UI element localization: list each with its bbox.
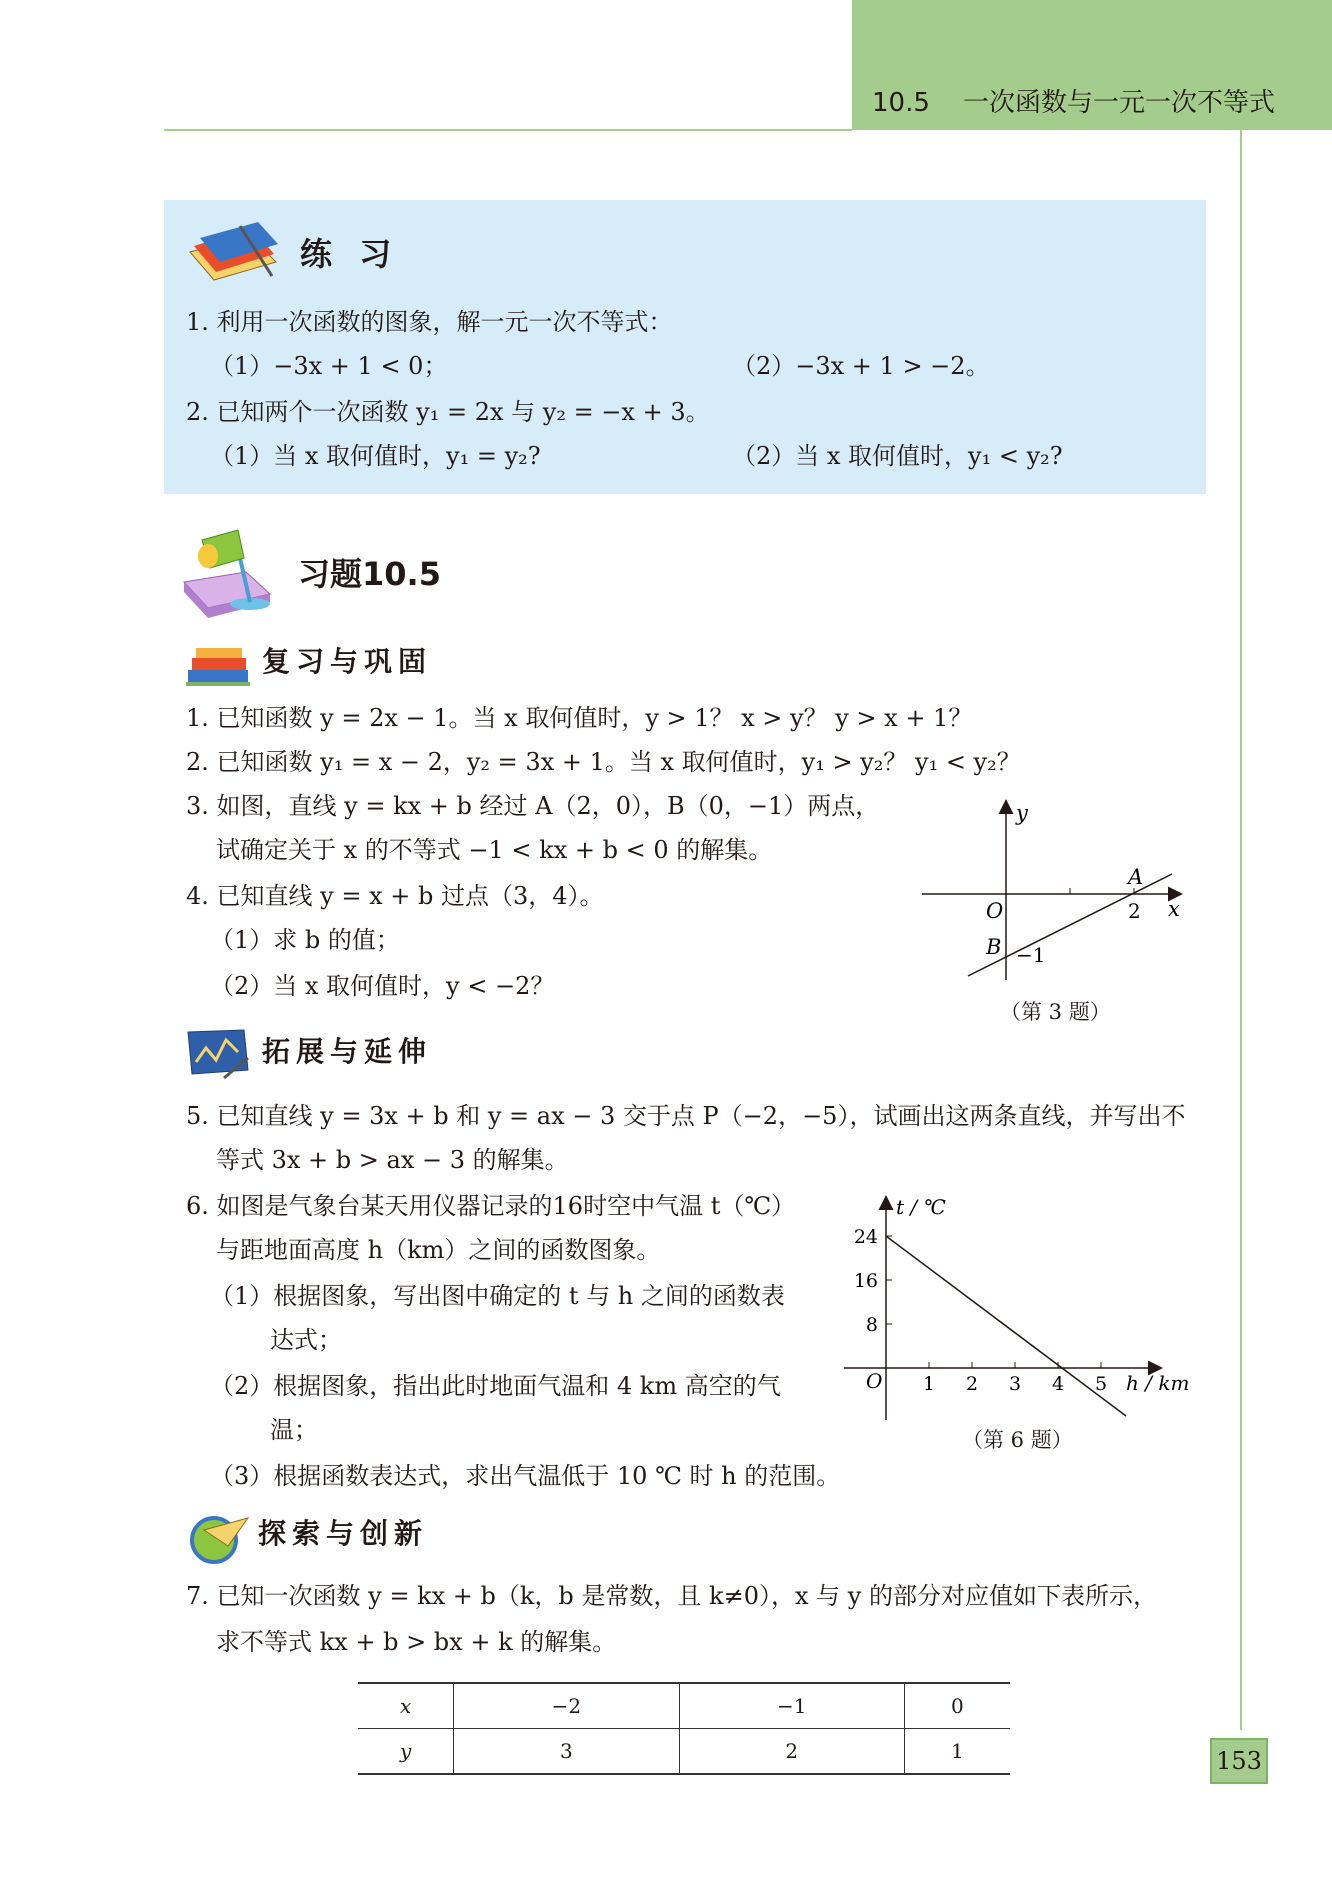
section-number: 10.5 <box>872 88 930 118</box>
fig6-x-tick-label: 3 <box>1009 1373 1022 1395</box>
table-cell: −2 <box>454 1683 679 1729</box>
exercise-5-line2: 等式 3x + b > ax − 3 的解集。 <box>216 1146 569 1174</box>
exercise-7-line1: 7. 已知一次函数 y = kx + b（k，b 是常数，且 k≠0），x 与 y 的部分对应值如下表所示， <box>186 1582 1157 1610</box>
fig3-origin: O <box>986 899 1004 923</box>
exercise-5-line1: 5. 已知直线 y = 3x + b 和 y = ax − 3 交于点 P（−2，−5），试画出这两条直线，并写出不 <box>186 1102 1186 1130</box>
practice-q1b: （2）−3x + 1 > −2。 <box>732 352 990 380</box>
figure-3 <box>910 790 1200 1020</box>
exercise-3-line2: 试确定关于 x 的不等式 −1 < kx + b < 0 的解集。 <box>216 836 773 864</box>
chart-screen-icon <box>184 1028 254 1084</box>
practice-q2b: （2）当 x 取何值时，y₁ < y₂? <box>732 442 1063 470</box>
exercise-1: 1. 已知函数 y = 2x − 1。当 x 取何值时，y > 1？ x > y？ y > x + 1？ <box>186 704 973 732</box>
practice-q1: 1. 利用一次函数的图象，解一元一次不等式： <box>186 308 673 336</box>
figure-6 <box>840 1188 1200 1428</box>
exercise-4b: （2）当 x 取何值时，y < −2？ <box>210 972 555 1000</box>
fig6-y-label: t / ℃ <box>896 1195 946 1219</box>
fig6-x-tick-label: 1 <box>923 1373 936 1395</box>
explore-title: 探索与创新 <box>258 1517 429 1550</box>
exercise-3-line1: 3. 如图，直线 y = kx + b 经过 A（2，0），B（0，−1）两点， <box>186 792 880 820</box>
fig3-x-label: x <box>1168 897 1180 921</box>
running-header <box>872 82 1275 119</box>
exercise-2: 2. 已知函数 y₁ = x − 2，y₂ = 3x + 1。当 x 取何值时，y₁ > y₂？ y₁ < y₂？ <box>186 748 1021 776</box>
exercise-6-line1: 6. 如图是气象台某天用仪器记录的16时空中气温 t（℃） <box>186 1192 796 1220</box>
fig3-caption: （第 3 题） <box>1000 1000 1111 1024</box>
table-cell: 2 <box>679 1729 904 1775</box>
exercise-6-part3: （3）根据函数表达式，求出气温低于 10 ℃ 时 h 的范围。 <box>210 1462 841 1490</box>
fig3-point-a: A <box>1128 865 1144 889</box>
table-cell: x <box>358 1683 454 1729</box>
fig3-tick-x: 2 <box>1128 899 1141 923</box>
table-cell: 1 <box>904 1729 1010 1775</box>
table-row <box>358 1729 1010 1775</box>
margin-rule <box>1240 130 1242 1730</box>
fig6-caption: （第 6 题） <box>962 1428 1073 1452</box>
exercise-4: 4. 已知直线 y = x + b 过点（3，4）。 <box>186 882 604 910</box>
practice-q2: 2. 已知两个一次函数 y₁ = 2x 与 y₂ = −x + 3。 <box>186 398 710 426</box>
practice-q2a: （1）当 x 取何值时，y₁ = y₂? <box>210 442 541 470</box>
table-cell: 0 <box>904 1683 1010 1729</box>
fig6-x-tick-label: 5 <box>1095 1373 1108 1395</box>
exercise-6-part1: （1）根据图象，写出图中确定的 t 与 h 之间的函数表 <box>210 1282 785 1310</box>
value-table <box>358 1682 1010 1775</box>
fig6-x-tick-label: 2 <box>966 1373 979 1395</box>
fig6-y-tick-label: 16 <box>853 1270 878 1292</box>
fig3-y-label: y <box>1016 801 1028 825</box>
extend-title: 拓展与延伸 <box>262 1035 433 1068</box>
fig6-line <box>886 1236 1126 1416</box>
exercise-7-line2: 求不等式 kx + b > bx + k 的解集。 <box>216 1628 617 1656</box>
table-cell: 3 <box>454 1729 679 1775</box>
header-rule <box>164 129 852 131</box>
table-cell: y <box>358 1729 454 1775</box>
section-title: 一次函数与一元一次不等式 <box>962 88 1275 118</box>
fig6-x-tick-label: 4 <box>1052 1373 1065 1395</box>
table-cell: −1 <box>679 1683 904 1729</box>
review-title: 复习与巩固 <box>262 645 433 678</box>
table-row <box>358 1683 1010 1729</box>
desk-lamp-icon <box>180 528 280 620</box>
exercise-6-part2-cont: 温； <box>270 1416 318 1444</box>
page-number: 153 <box>1210 1738 1268 1784</box>
fig6-y-tick-label: 24 <box>853 1226 878 1248</box>
books-icon <box>184 642 254 688</box>
globe-plane-icon <box>184 1512 252 1564</box>
exercise-6-line2: 与距地面高度 h（km）之间的函数图象。 <box>216 1236 661 1264</box>
exercise-4a: （1）求 b 的值； <box>210 926 400 954</box>
fig6-origin: O <box>866 1369 883 1393</box>
fig3-tick-y: −1 <box>1016 943 1046 967</box>
practice-q1a: （1）−3x + 1 < 0； <box>210 352 448 380</box>
exercise-6-part2: （2）根据图象，指出此时地面气温和 4 km 高空的气 <box>210 1372 781 1400</box>
fig3-point-b: B <box>986 935 1002 959</box>
fig6-x-label: h / km <box>1126 1371 1190 1395</box>
notebook-icon <box>180 218 284 288</box>
fig6-y-tick-label: 8 <box>865 1314 878 1336</box>
exercise-6-part1-cont: 达式； <box>270 1326 342 1354</box>
exercise-title: 习题10.5 <box>298 555 441 593</box>
practice-title: 练 习 <box>300 235 400 273</box>
